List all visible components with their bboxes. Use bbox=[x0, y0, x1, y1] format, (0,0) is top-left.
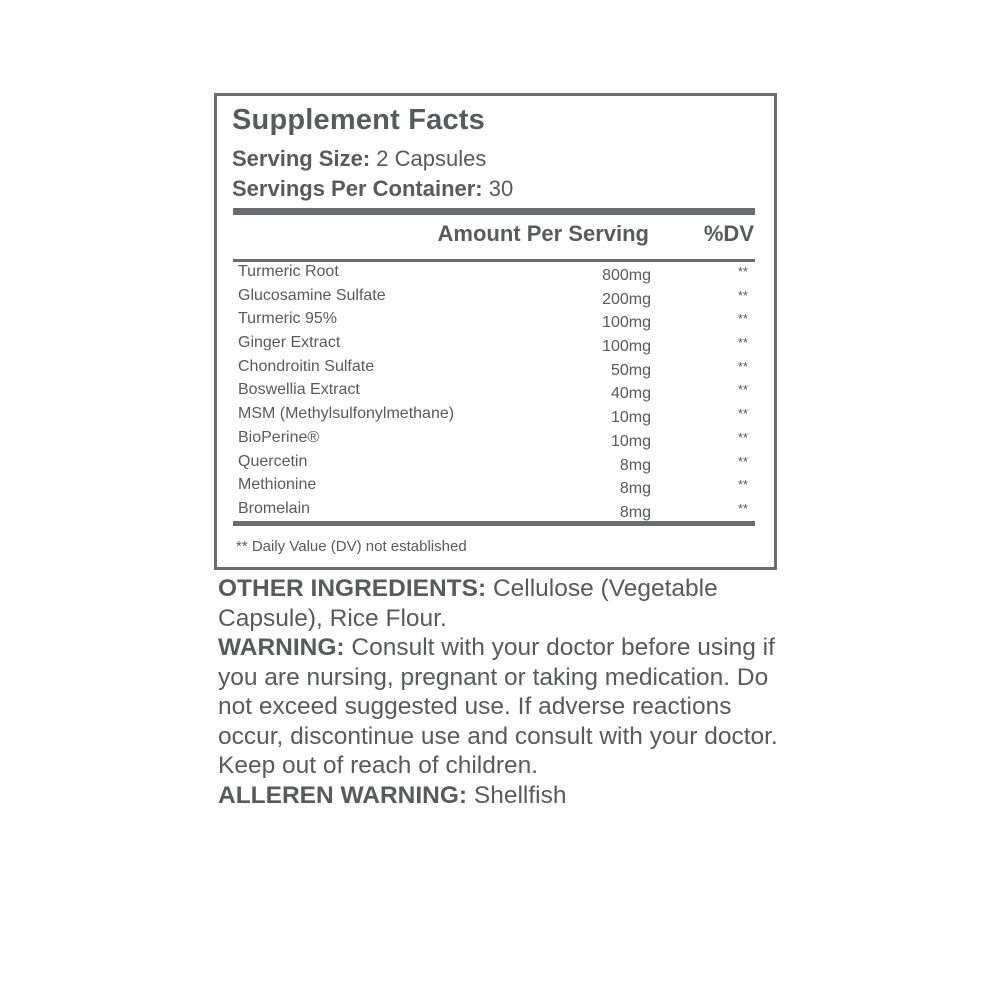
ingredient-dv: ** bbox=[737, 429, 748, 445]
ingredient-dv: ** bbox=[737, 500, 748, 516]
amount-per-serving-header: Amount Per Serving bbox=[437, 221, 649, 246]
ingredient-dv: ** bbox=[737, 335, 748, 351]
dv-header: %DV bbox=[703, 221, 754, 246]
thick-divider bbox=[233, 208, 755, 215]
ingredient-name: Turmeric Root bbox=[238, 263, 339, 280]
table-row bbox=[238, 499, 753, 523]
table-row bbox=[238, 404, 753, 428]
bottom-divider bbox=[233, 521, 755, 526]
ingredient-name: Turmeric 95% bbox=[238, 310, 337, 328]
ingredient-amount: 8mg bbox=[619, 456, 651, 474]
serving-size bbox=[232, 146, 486, 172]
table-row bbox=[238, 309, 753, 333]
allergen-warning-text: Shellfish bbox=[467, 781, 567, 809]
ingredient-dv: ** bbox=[737, 287, 748, 303]
ingredient-name: Glucosamine Sulfate bbox=[238, 286, 386, 304]
ingredient-dv: ** bbox=[737, 453, 748, 469]
other-ingredients bbox=[218, 574, 778, 633]
ingredient-name: Ginger Extract bbox=[238, 334, 341, 352]
ingredient-amount: 50mg bbox=[610, 361, 651, 379]
allergen-warning bbox=[218, 781, 778, 811]
serving-size-value: 2 Capsules bbox=[370, 146, 487, 171]
ingredient-dv: ** bbox=[737, 382, 748, 398]
ingredient-name: BioPerine® bbox=[238, 428, 320, 446]
ingredient-amount: 10mg bbox=[610, 409, 651, 427]
ingredient-amount: 100mg bbox=[602, 338, 651, 356]
supplement-facts-panel bbox=[214, 93, 777, 570]
ingredient-name: Bromelain bbox=[238, 499, 311, 517]
ingredient-amount: 10mg bbox=[610, 432, 651, 450]
other-ingredients-text: Cellulose (Vegetable Capsule), Rice Flour. bbox=[218, 575, 718, 632]
table-row bbox=[238, 380, 753, 404]
dv-footnote: ** Daily Value (DV) not established bbox=[236, 538, 467, 555]
facts-title: Supplement Facts bbox=[232, 104, 485, 136]
table-row bbox=[238, 333, 753, 357]
ingredient-amount: 100mg bbox=[602, 314, 651, 332]
table-row bbox=[238, 286, 753, 310]
ingredient-amount: 8mg bbox=[619, 480, 651, 498]
ingredient-name: Boswellia Extract bbox=[238, 381, 360, 399]
ingredient-dv: ** bbox=[737, 406, 748, 422]
ingredient-dv: ** bbox=[737, 358, 748, 374]
table-row bbox=[238, 262, 753, 286]
ingredient-dv: ** bbox=[737, 311, 748, 327]
ingredient-name: Quercetin bbox=[238, 452, 308, 470]
warning bbox=[218, 633, 778, 781]
ingredient-dv: ** bbox=[737, 477, 748, 493]
allergen-warning-label: ALLEREN WARNING: bbox=[218, 781, 468, 809]
serving-size-label: Serving Size: bbox=[232, 146, 371, 171]
ingredient-name: Methionine bbox=[238, 476, 317, 494]
table-row bbox=[238, 452, 753, 476]
table-row bbox=[238, 428, 753, 452]
ingredient-list bbox=[238, 262, 753, 523]
ingredient-dv: ** bbox=[737, 264, 748, 279]
ingredient-name: Chondroitin Sulfate bbox=[238, 357, 375, 375]
ingredient-amount: 40mg bbox=[610, 385, 651, 403]
warning-text: Consult with your doctor before using if you are nursing, pregnant or taking medication. Do not exceed suggested use. If adverse reactions occur, discontinue use and consult with your doctor. Keep out of reach of children. bbox=[218, 634, 778, 779]
warning-label: WARNING: bbox=[218, 634, 345, 661]
servings-per-container bbox=[232, 176, 513, 202]
table-row bbox=[238, 357, 753, 381]
servings-per-container-value: 30 bbox=[482, 176, 514, 201]
table-row bbox=[238, 475, 753, 499]
ingredient-name: MSM (Methylsulfonylmethane) bbox=[238, 405, 455, 423]
servings-per-container-label: Servings Per Container: bbox=[232, 176, 483, 201]
other-ingredients-label: OTHER INGREDIENTS: bbox=[218, 575, 487, 602]
label-text-block bbox=[218, 574, 778, 810]
ingredient-amount: 8mg bbox=[619, 503, 651, 521]
ingredient-amount: 800mg bbox=[602, 267, 651, 284]
ingredient-amount: 200mg bbox=[602, 290, 651, 308]
